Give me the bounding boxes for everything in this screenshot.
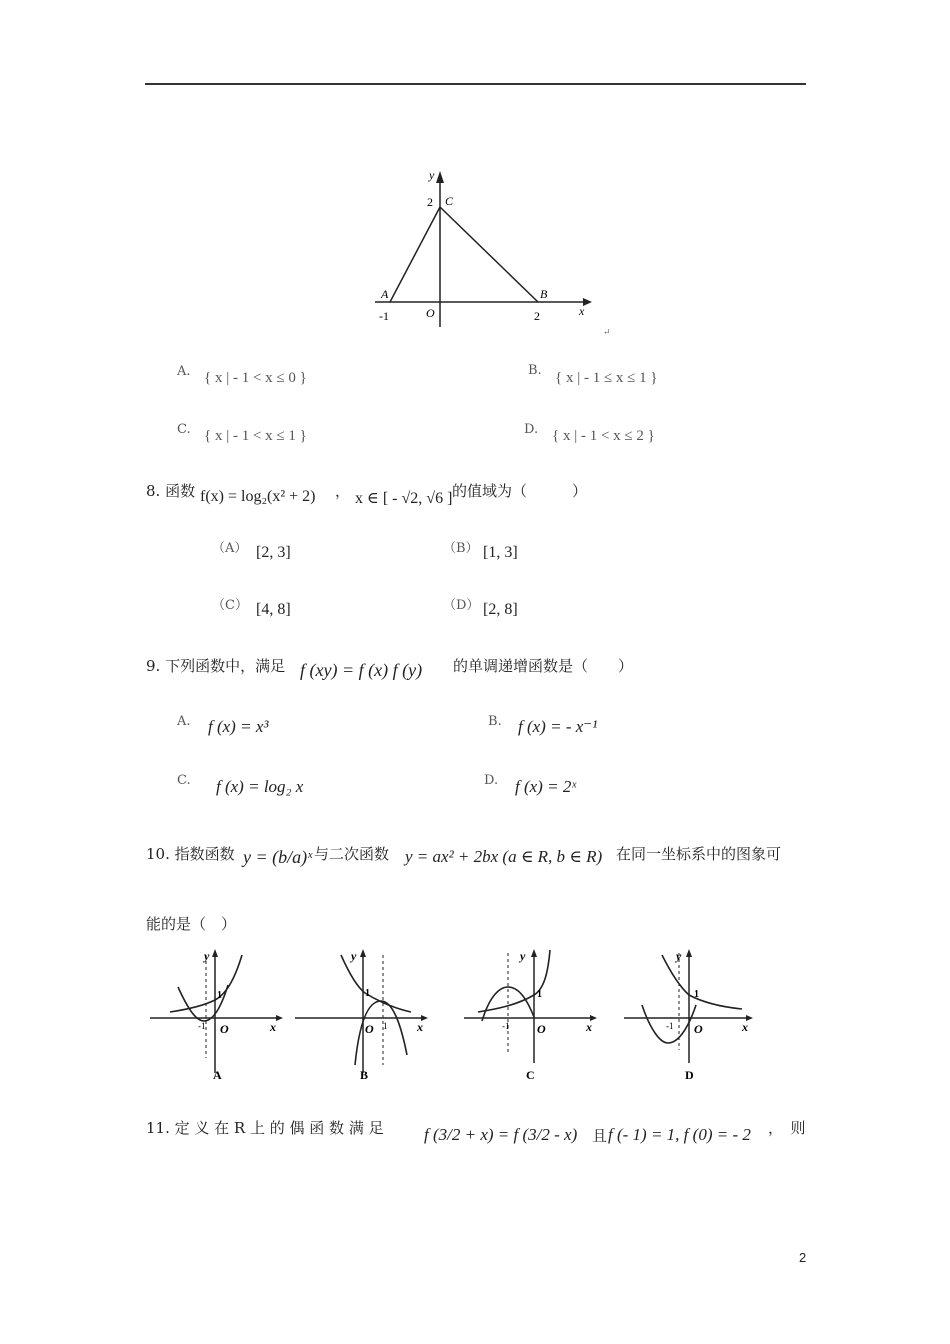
point-a-label: A (381, 287, 389, 301)
q7-option-c-label: C. (177, 422, 191, 437)
q7-option-d-label: D. (524, 422, 539, 437)
q8-separator: ， (335, 482, 351, 500)
graph-d-exp-curve (662, 955, 742, 1009)
q11-stem-prefix: 11. 定 义 在 R 上 的 偶 函 数 满 足 (146, 1119, 384, 1137)
q10-exp-function: y = (b/a)ˣ (243, 847, 313, 867)
svg-text:1: 1 (537, 989, 542, 1000)
q10-stem-prefix: 10. 指数函数 (146, 845, 235, 863)
header-rule (145, 83, 806, 85)
q10-graph-a (150, 945, 290, 1090)
q9-option-d-math: f (x) = 2ˣ (515, 777, 577, 796)
q7-option-b-math: { x | - 1 ≤ x ≤ 1 } (555, 370, 658, 386)
q10-graph-b (293, 945, 438, 1090)
q10-graph-c (462, 945, 607, 1090)
q7-option-c-math: { x | - 1 < x ≤ 1 } (204, 428, 307, 444)
edge-cb (440, 207, 538, 302)
svg-text:-1: -1 (666, 1021, 674, 1031)
q9-option-a-label: A. (177, 714, 191, 729)
svg-text:-1: -1 (502, 1021, 510, 1031)
q9-option-b-math: f (x) = - x⁻¹ (518, 717, 598, 736)
svg-text:y: y (520, 949, 526, 963)
svg-text:1: 1 (365, 988, 370, 999)
q8-option-c-math: [4, 8] (256, 601, 291, 618)
q9-condition: f (xy) = f (x) f (y) (300, 660, 423, 680)
q9-option-b-label: B. (488, 714, 502, 729)
paragraph-mark: ↵ (603, 327, 611, 337)
svg-text:y: y (676, 949, 682, 963)
svg-text:O: O (365, 1022, 374, 1036)
q8-stem-suffix: 的值域为（ ） (452, 482, 588, 500)
fig-x-label: x (579, 304, 585, 318)
tick-y2: 2 (427, 195, 433, 209)
graph-a-caption: A (213, 1068, 222, 1082)
q11-tail: ， 则 (768, 1119, 806, 1137)
q7-option-a-math: { x | - 1 < x ≤ 0 } (204, 370, 307, 386)
q8-option-a-label: （A） (212, 541, 248, 556)
svg-text:x: x (586, 1020, 592, 1034)
graph-c-caption: C (526, 1068, 535, 1082)
tick-x2: 2 (534, 309, 540, 323)
q11-mid-text: 且 (592, 1127, 608, 1145)
edge-ac (390, 207, 440, 302)
x-axis-arrow (583, 298, 592, 306)
q8-stem-prefix: 8. 函数 (146, 482, 196, 500)
q8-option-c-label: （C） (212, 598, 248, 613)
q7-option-d-math: { x | - 1 < x ≤ 2 } (552, 428, 655, 444)
svg-text:x: x (742, 1020, 748, 1034)
fig-y-label: y (429, 168, 435, 182)
graph-b-exp-curve (341, 955, 411, 1012)
q7-option-b-label: B. (528, 363, 542, 378)
graph-d-caption: D (685, 1068, 694, 1082)
svg-text:y: y (351, 949, 357, 963)
svg-text:x: x (270, 1020, 276, 1034)
q9-option-d-label: D. (484, 773, 499, 788)
q9-stem-suffix: 的单调递增函数是（ ） (453, 657, 634, 675)
q10-stem-line2: 能的是（ ） (146, 915, 237, 933)
svg-text:y: y (204, 949, 210, 963)
q9-option-c-label: C. (177, 773, 191, 788)
point-b-label: B (540, 287, 548, 301)
q8-function: f(x) = log₂(x² + 2) (200, 488, 316, 505)
q7-option-a-label: A. (177, 364, 191, 379)
q9-stem-prefix: 9. 下列函数中，满足 (146, 657, 286, 675)
svg-text:1: 1 (217, 990, 222, 1001)
point-c-label: C (445, 194, 454, 208)
q9-option-c-math: f (x) = log₂ x (216, 777, 304, 796)
q8-option-b-math: [1, 3] (483, 544, 518, 561)
q8-option-d-label: （D） (443, 598, 480, 613)
svg-text:O: O (537, 1022, 546, 1036)
q8-option-a-math: [2, 3] (256, 544, 291, 561)
svg-text:x: x (417, 1020, 423, 1034)
svg-text:O: O (220, 1022, 229, 1036)
q9-option-a-math: f (x) = x³ (208, 717, 269, 736)
q8-option-b-label: （B） (443, 541, 479, 556)
origin-label: O (426, 306, 435, 320)
y-axis-arrow (436, 171, 444, 183)
graph-b-caption: B (360, 1068, 369, 1082)
q10-stem-suffix: 在同一坐标系中的图象可 (616, 845, 782, 863)
q11-condition: f (3/2 + x) = f (3/2 - x) (424, 1125, 578, 1144)
page-number: 2 (799, 1250, 807, 1265)
q10-graph-d (622, 945, 762, 1090)
svg-text:O: O (694, 1022, 703, 1036)
svg-text:-1: -1 (198, 1021, 206, 1031)
q8-domain: x ∈ [ - √2, √6 ] (355, 490, 453, 507)
q10-mid-text: 与二次函数 (314, 845, 390, 863)
q10-quadratic: y = ax² + 2bx (a ∈ R, b ∈ R) (405, 847, 603, 866)
svg-text:1: 1 (383, 1021, 388, 1031)
q11-values: f (- 1) = 1, f (0) = - 2 (608, 1125, 751, 1144)
q8-option-d-math: [2, 8] (483, 601, 518, 618)
triangle-figure (365, 165, 615, 340)
svg-text:1: 1 (694, 989, 699, 1000)
tick-xm1: -1 (379, 309, 389, 323)
